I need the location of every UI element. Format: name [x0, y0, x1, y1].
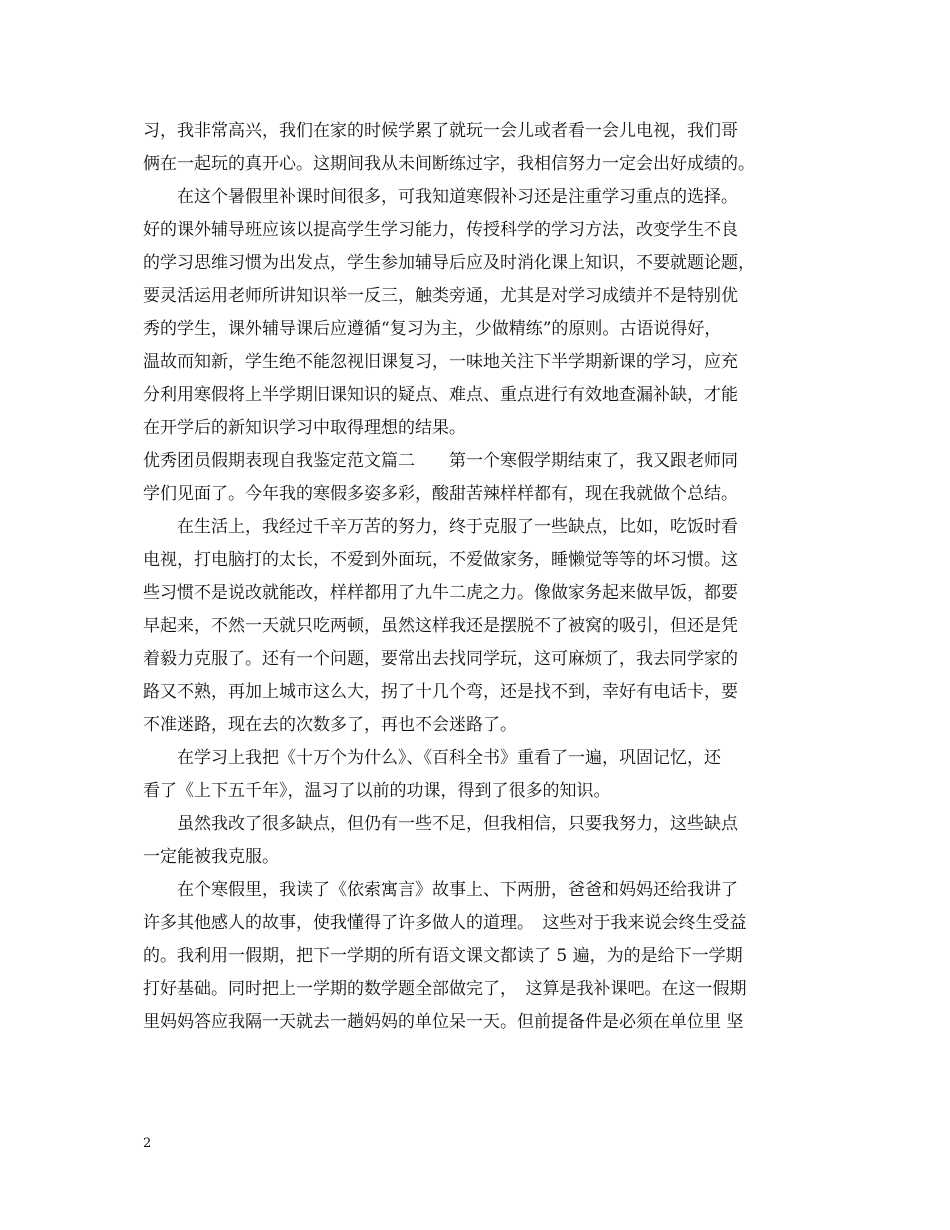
text-line: 着毅力克服了。还有一个问题，要常出去找同学玩，这可麻烦了，我去同学家的 [143, 649, 738, 669]
text-line: 早起来，不然一天就只吃两顿，虽然这样我还是摆脱不了被窝的吸引，但还是凭 [143, 616, 738, 636]
text-line: 的。我利用一假期，把下一学期的所有语文课文都读了 5 遍，为的是给下一学期 [143, 946, 743, 966]
text-line: 电视，打电脑打的太长，不爱到外面玩，不爱做家务，睡懒觉等等的坏习惯。这 [143, 550, 738, 570]
text-line: 在学习上我把《十万个为什么》、《百科全书》重看了一遍，巩固记忆，还 [143, 748, 721, 768]
text-line: 许多其他感人的故事，使我懂得了许多做人的道理。 这些对于我来说会终生受益 [143, 913, 747, 933]
text-line: 里妈妈答应我隔一天就去一趟妈妈的单位呆一天。但前提备件是必须在单位里 坚 [143, 1012, 744, 1032]
text-line: 学们见面了。今年我的寒假多姿多彩，酸甜苦辣样样都有，现在我就做个总结。 [143, 484, 738, 504]
page-number: 2 [143, 1136, 152, 1151]
text-line: 不准迷路，现在去的次数多了，再也不会迷路了。 [143, 715, 517, 735]
text-line: 路又不熟，再加上城市这么大，拐了十几个弯，还是找不到，幸好有电话卡，要 [143, 682, 738, 702]
text-line: 在开学后的新知识学习中取得理想的结果。 [143, 418, 466, 438]
page-body [143, 115, 811, 1039]
text-line: 打好基础。同时把上一学期的数学题全部做完了， 这算是我补课吧。在这一假期 [143, 979, 747, 999]
text-line: 俩在一起玩的真开心。这期间我从未间断练过字，我相信努力一定会出好成绩的。 [143, 154, 755, 174]
text-line: 在个寒假里，我读了《依索寓言》故事上、下两册，爸爸和妈妈还给我讲了 [143, 880, 738, 900]
text-line: 一定能被我克服。 [143, 847, 279, 867]
text-line: 在这个暑假里补课时间很多，可我知道寒假补习还是注重学习重点的选择。 [143, 187, 738, 207]
text-line: 要灵活运用老师所讲知识举一反三，触类旁通，尤其是对学习成绩并不是特别优 [143, 286, 738, 306]
text-line: 看了《上下五千年》，温习了以前的功课，得到了很多的知识。 [143, 781, 611, 801]
text-line: 在生活上，我经过千辛万苦的努力，终于克服了一些缺点，比如，吃饭时看 [143, 517, 738, 537]
text-line: 温故而知新，学生绝不能忽视旧课复习，一味地关注下半学期新课的学习，应充 [143, 352, 738, 372]
text-line: 好的课外辅导班应该以提高学生学习能力，传授科学的学习方法，改变学生不良 [143, 220, 738, 240]
text-line: 分利用寒假将上半学期旧课知识的疑点、难点、重点进行有效地查漏补缺，才能 [143, 385, 738, 405]
text-line: 虽然我改了很多缺点，但仍有一些不足，但我相信，只要我努力，这些缺点 [143, 814, 738, 834]
text-line: 秀的学生，课外辅导课后应遵循“复习为主，少做精练”的原则。古语说得好， [143, 319, 722, 339]
text-line: 的学习思维习惯为出发点，学生参加辅导后应及时消化课上知识，不要就题论题， [143, 253, 755, 273]
text-line: 优秀团员假期表现自我鉴定范文篇二 第一个寒假学期结束了，我又跟老师同 [143, 451, 738, 471]
text-line: 些习惯不是说改就能改，样样都用了九牛二虎之力。像做家务起来做早饭，都要 [143, 583, 738, 603]
text-line: 习，我非常高兴，我们在家的时候学累了就玩一会儿或者看一会儿电视，我们哥 [143, 121, 738, 141]
